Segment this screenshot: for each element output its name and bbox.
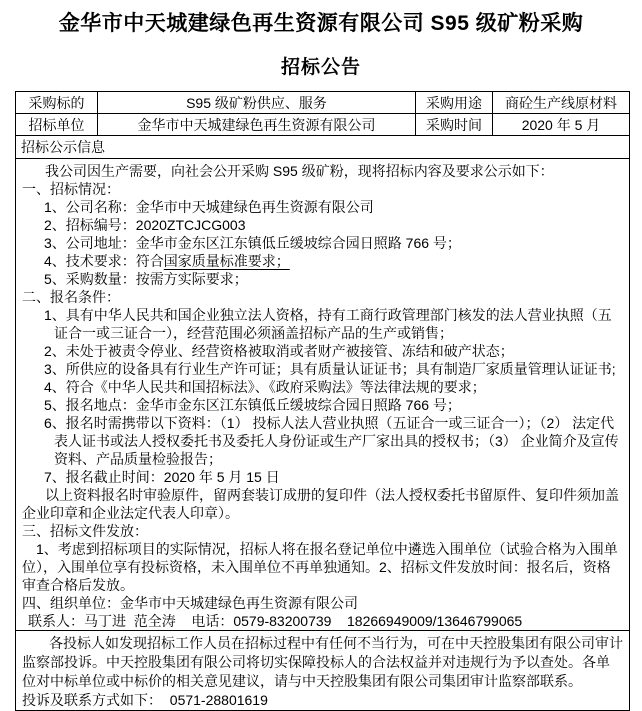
- list-item-condition-3: 3、所供应的设备具有行业生产许可证；具有质量认证证书；具有制造厂家质量管理认证证书;: [44, 361, 616, 377]
- section2-title: 二、报名条件：: [22, 289, 120, 305]
- value-procurement-time: 2020 年 5 月: [493, 114, 630, 136]
- page-subtitle: 招标公告: [280, 57, 361, 78]
- label-tender-unit: 招标单位: [16, 114, 98, 136]
- announcement-body: [16, 159, 630, 631]
- section3-title: 三、招标文件发放：: [22, 523, 148, 539]
- table-row-complaint: [16, 631, 630, 711]
- tech-requirement-underlined: 国家质量标准要求；: [163, 253, 290, 269]
- list-item-condition-4: 4、符合《中华人民共和国招标法》、《政府采购法》等法律法规的要求；: [44, 379, 486, 395]
- section-header-public-info: 招标公示信息: [16, 136, 630, 159]
- list-item-tech-requirement: [22, 252, 623, 270]
- list-item-company-address: 3、公司地址：金华市金东区江东镇低丘缓坡综合园日照路 766 号；: [44, 235, 461, 251]
- list-item-condition-1: 1、具有中华人民共和国企业独立法人资格，持有工商行政管理部门核发的法人营业执照（五证合一或三证合一），经营范围必须涵盖招标产品的生产或销售；: [44, 307, 612, 341]
- table-row-section-header: [16, 136, 630, 159]
- label-procurement-use: 采购用途: [416, 92, 493, 114]
- label-procurement-subject: 采购标的: [16, 92, 98, 114]
- list-item-condition-7: 7、报名截止时间：2020 年 5 月 15 日: [44, 469, 280, 485]
- value-tender-unit: 金华市中天城建绿色再生资源有限公司: [98, 114, 416, 136]
- table-row-procurement-subject: [16, 92, 630, 114]
- tech-requirement-prefix: 4、技术要求：符合: [44, 253, 164, 269]
- complaint-paragraph: 各投标人如发现招标工作人员在招标过程中有任何不当行为，可在中天控股集团有限公司审计监察部投诉。中天控股集团有限公司将切实保障投标人的合法权益并对违规行为予以查处。各单位对中标单位或中标价的相关意见建议，请与中天控股集团有限公司集团审计监察部联系。: [22, 635, 623, 689]
- list-item-condition-2: 2、未处于被责令停业、经营资格被取消或者财产被接管、冻结和破产状态；: [44, 343, 514, 359]
- list-item-condition-6: 6、报名时需携带以下资料：（1） 投标人法人营业执照（五证合一或三证合一）；（2） 法定代表人证书或法人授权委托书及委托人身份证或生产厂家出具的授权书；（3） 企业简介及宣传资料、产品质量检验报告；: [44, 415, 619, 467]
- announcement-table: [15, 91, 630, 711]
- section1-title: 一、招标情况：: [22, 181, 120, 197]
- value-procurement-use: 商砼生产线原材料: [493, 92, 630, 114]
- table-row-body: [16, 159, 630, 631]
- list-item-tender-number: 2、招标编号：2020ZTCJCG003: [44, 217, 246, 233]
- complaint-contact-line: 投诉及联系方式如下： 0571-28801619: [22, 692, 268, 708]
- list-item-quantity: 5、采购数量：按需方实际要求；: [44, 271, 248, 287]
- section3-paragraph: 1、考虑到招标项目的实际情况，招标人将在报名登记单位中遴选入围单位（试验合格为入围单位），入围单位享有投标资格，未入围单位不再单独通知。2、招标文件发放时间：报名后，资格审查合格后发放。: [22, 541, 618, 593]
- table-row-tender-unit: [16, 114, 630, 136]
- list-item-condition-5: 5、报名地点：金华市金东区江东镇低丘缓坡综合园日照路 766 号；: [44, 397, 461, 413]
- complaint-section: [16, 631, 630, 711]
- contact-line: 联系人：马丁进 范全涛 电话：0579-83200739 18266949009/13646799065: [28, 613, 523, 629]
- section2-note: 以上资料报名时审验原件，留两套装订成册的复印件（法人授权委托书留原件、复印件须加盖企业印章和企业法定代表人印章）。: [22, 487, 619, 521]
- value-procurement-subject: S95 级矿粉供应、服务: [98, 92, 416, 114]
- list-item-company-name: 1、公司名称：金华市中天城建绿色再生资源有限公司: [44, 199, 374, 215]
- page-title: 金华市中天城建绿色再生资源有限公司 S95 级矿粉采购: [58, 12, 584, 35]
- intro-paragraph: 我公司因生产需要，向社会公开采购 S95 级矿粉，现将招标内容及要求公示如下：: [45, 163, 554, 179]
- label-procurement-time: 采购时间: [416, 114, 493, 136]
- section4-title: 四、组织单位：金华市中天城建绿色再生资源有限公司: [22, 595, 358, 611]
